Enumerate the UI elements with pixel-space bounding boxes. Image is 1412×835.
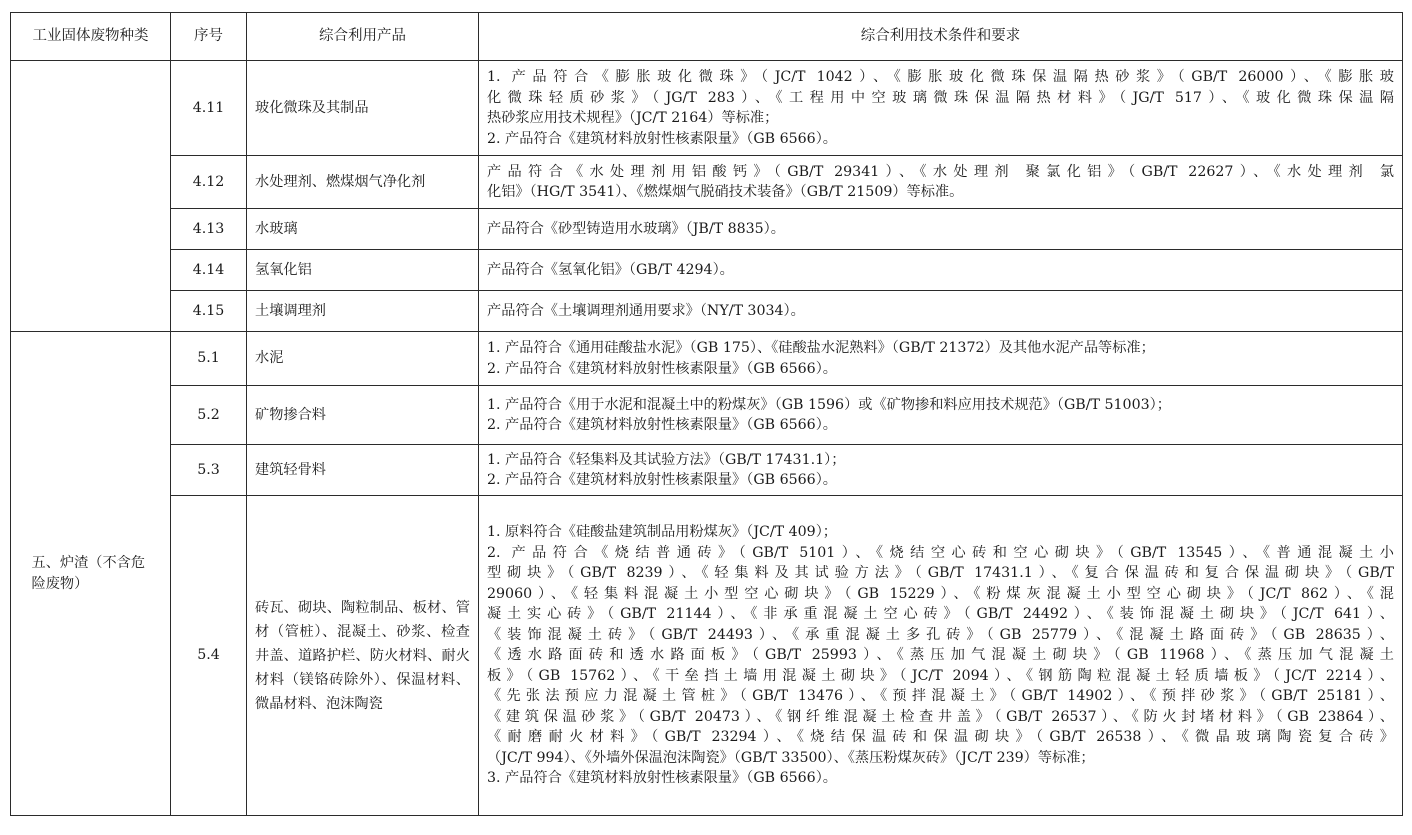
requirement-cell	[479, 386, 1403, 445]
requirement-cell	[479, 291, 1403, 332]
requirement-line: 1. 产品符合《通用硅酸盐水泥》（GB 175）、《硅酸盐水泥熟料》（GB/T 21372）及其他水泥产品等标准；	[487, 340, 1155, 356]
requirement-line: 产品符合《土壤调理剂通用要求》（NY/T 3034）。	[487, 302, 805, 319]
requirement-cell	[479, 250, 1403, 291]
requirement-line: 产品符合《水处理剂用铝酸钙》（GB/T 29341）、《水处理剂 聚氯化铝》（GB/T 22627）、《水处理剂 氯	[487, 163, 1394, 180]
requirement-line: 29060）、《轻集料混凝土小型空心砌块》（GB 15229）、《粉煤灰混凝土小型空心砌块》（JC/T 862）、《混	[487, 585, 1394, 602]
row-number: 5.4	[171, 496, 247, 816]
table-row	[11, 291, 1403, 332]
row-number: 4.15	[171, 291, 247, 332]
requirement-line: 热砂浆应用技术规程》（JC/T 2164）等标准；	[487, 110, 779, 126]
product-cell: 氢氧化铝	[247, 250, 479, 291]
row-number: 4.12	[171, 156, 247, 209]
requirement-line: 《建筑保温砂浆》（GB/T 20473）、《钢纤维混凝土检查井盖》（GB/T 26537）、《防火封堵材料》（GB 23864）、	[487, 708, 1394, 725]
category-cell	[11, 61, 171, 332]
requirement-line: 产品符合《砂型铸造用水玻璃》（JB/T 8835）。	[487, 220, 785, 237]
table-row	[11, 386, 1403, 445]
requirement-line: 2. 产品符合《建筑材料放射性核素限量》（GB 6566）。	[487, 360, 837, 377]
table-row	[11, 445, 1403, 496]
requirement-line: 板》（GB 15762）、《干垒挡土墙用混凝土砌块》（JC/T 2094）、《钢筋陶粒混凝土轻质墙板》（JC/T 2214）、	[487, 667, 1394, 684]
table-row	[11, 61, 1403, 156]
product-cell: 建筑轻骨料	[247, 445, 479, 496]
header-category: 工业固体废物种类	[11, 13, 171, 61]
requirement-line: 2. 产品符合《建筑材料放射性核素限量》（GB 6566）。	[487, 472, 837, 488]
table-row	[11, 156, 1403, 209]
row-number: 5.3	[171, 445, 247, 496]
header-product: 综合利用产品	[247, 13, 479, 61]
table-row	[11, 250, 1403, 291]
row-number: 4.13	[171, 209, 247, 250]
requirement-line: 2. 产品符合《建筑材料放射性核素限量》（GB 6566）。	[487, 130, 837, 147]
row-number: 4.11	[171, 61, 247, 156]
requirement-line: 化微珠轻质砂浆》（JG/T 283）、《工程用中空玻璃微珠保温隔热材料》（JG/T 517）、《玻化微珠保温隔	[487, 89, 1394, 106]
requirement-cell	[479, 445, 1403, 496]
row-number: 5.2	[171, 386, 247, 445]
header-requirement: 综合利用技术条件和要求	[479, 13, 1403, 61]
standards-table	[10, 12, 1403, 816]
table-row	[11, 209, 1403, 250]
requirement-line: 2. 产品符合《烧结普通砖》（GB/T 5101）、《烧结空心砖和空心砌块》（GB/T 13545）、《普通混凝土小	[487, 544, 1394, 561]
requirement-line: 产品符合《氢氧化铝》（GB/T 4294）。	[487, 261, 734, 278]
requirement-cell	[479, 332, 1403, 386]
requirement-line: 1. 原料符合《硅酸盐建筑制品用粉煤灰》（JC/T 409）；	[487, 524, 837, 541]
row-number: 5.1	[171, 332, 247, 386]
product-cell: 砖瓦、砌块、陶粒制品、板材、管材（管桩）、混凝土、砂浆、检查井盖、道路护栏、防火材料、耐火材料（镁铬砖除外）、保温材料、微晶材料、泡沫陶瓷	[247, 496, 479, 816]
header-number: 序号	[171, 13, 247, 61]
requirement-cell	[479, 209, 1403, 250]
requirement-cell	[479, 496, 1403, 816]
requirement-line: 1. 产品符合《用于水泥和混凝土中的粉煤灰》（GB 1596）或《矿物掺和料应用技术规范》（GB/T 51003）；	[487, 396, 1171, 413]
product-cell: 水泥	[247, 332, 479, 386]
product-cell: 土壤调理剂	[247, 291, 479, 332]
requirement-line: 《耐磨耐火材料》（GB/T 23294）、《烧结保温砖和保温砌块》（GB/T 26538）、《微晶玻璃陶瓷复合砖》	[487, 729, 1394, 746]
header-row	[11, 13, 1403, 61]
requirement-line: （JC/T 994）、《外墙外保温泡沫陶瓷》（GB/T 33500）、《蒸压粉煤灰砖》（JC/T 239）等标准；	[487, 749, 1095, 766]
product-cell: 矿物掺合料	[247, 386, 479, 445]
product-cell: 水玻璃	[247, 209, 479, 250]
requirement-cell	[479, 156, 1403, 209]
requirement-line: 3. 产品符合《建筑材料放射性核素限量》（GB 6566）。	[487, 770, 837, 787]
requirement-line: 1. 产品符合《膨胀玻化微珠》（JC/T 1042）、《膨胀玻化微珠保温隔热砂浆》（GB/T 26000）、《膨胀玻	[487, 69, 1394, 85]
requirement-line: 《装饰混凝土砖》（GB/T 24493）、《承重混凝土多孔砖》（GB 25779）、《混凝土路面砖》（GB 28635）、	[487, 626, 1394, 643]
requirement-line: 2. 产品符合《建筑材料放射性核素限量》（GB 6566）。	[487, 417, 837, 433]
category-cell: 五、炉渣（不含危险废物）	[11, 332, 171, 816]
requirement-line: 型砌块》（GB/T 8239）、《轻集料及其试验方法》（GB/T 17431.1）、《复合保温砖和复合保温砌块》（GB/T	[487, 565, 1394, 582]
requirement-line: 化铝》（HG/T 3541）、《燃煤烟气脱硝技术装备》（GB/T 21509）等标准。	[487, 184, 964, 200]
product-cell: 水处理剂、燃煤烟气净化剂	[247, 156, 479, 209]
requirement-cell	[479, 61, 1403, 156]
product-cell: 玻化微珠及其制品	[247, 61, 479, 156]
table-row	[11, 332, 1403, 386]
requirement-line: 凝土实心砖》（GB/T 21144）、《非承重混凝土空心砖》（GB/T 24492）、《装饰混凝土砌块》（JC/T 641）、	[487, 606, 1394, 623]
requirement-line: 《透水路面砖和透水路面板》（GB/T 25993）、《蒸压加气混凝土砌块》（GB 11968）、《蒸压加气混凝土	[487, 647, 1394, 664]
requirement-line: 《先张法预应力混凝土管桩》（GB/T 13476）、《预拌混凝土》（GB/T 14902）、《预拌砂浆》（GB/T 25181）、	[487, 688, 1394, 705]
requirement-line: 1. 产品符合《轻集料及其试验方法》（GB/T 17431.1）；	[487, 451, 846, 468]
row-number: 4.14	[171, 250, 247, 291]
table-row	[11, 496, 1403, 816]
